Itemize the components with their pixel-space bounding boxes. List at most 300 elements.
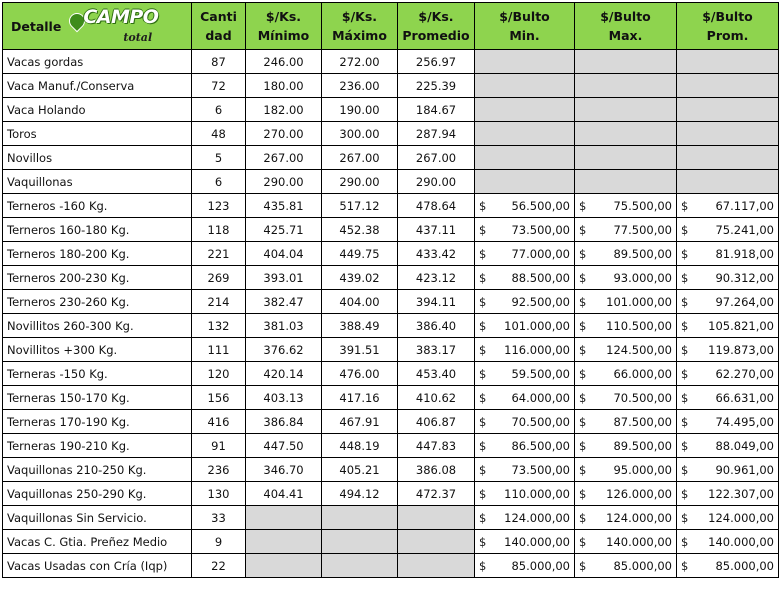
amount: 62.270,00 [715, 366, 774, 381]
table-row [3, 74, 779, 98]
cell-detalle: Vaquillonas [3, 170, 192, 194]
cell-prom-kg: 290.00 [398, 170, 475, 194]
cell-min-kg: 246.00 [246, 50, 322, 74]
cell-max-bulto [575, 266, 677, 290]
cell-cantidad: 111 [192, 338, 246, 362]
currency-symbol: $ [579, 294, 587, 309]
cell-max-bulto [575, 314, 677, 338]
cell-cantidad: 48 [192, 122, 246, 146]
currency-symbol: $ [681, 198, 689, 213]
amount: 90.312,00 [715, 270, 774, 285]
cell-empty [246, 506, 322, 530]
currency-symbol: $ [681, 558, 689, 573]
cell-detalle: Terneros 200-230 Kg. [3, 266, 192, 290]
cell-detalle: Novillitos +300 Kg. [3, 338, 192, 362]
cell-prom-bulto [677, 458, 779, 482]
cell-detalle: Terneras 150-170 Kg. [3, 386, 192, 410]
amount: 89.500,00 [613, 246, 672, 261]
cell-min-bulto [475, 242, 575, 266]
cell-min-bulto [475, 362, 575, 386]
currency-symbol: $ [681, 270, 689, 285]
amount: 110.500,00 [606, 318, 672, 333]
cell-prom-kg: 447.83 [398, 434, 475, 458]
cell-max-bulto [575, 386, 677, 410]
cell-detalle: Vaquillonas Sin Servicio. [3, 506, 192, 530]
cell-min-kg: 386.84 [246, 410, 322, 434]
cell-prom-kg: 472.37 [398, 482, 475, 506]
cell-min-kg: 180.00 [246, 74, 322, 98]
amount: 74.495,00 [715, 414, 774, 429]
cell-prom-bulto [677, 506, 779, 530]
currency-symbol: $ [681, 414, 689, 429]
amount: 73.500,00 [511, 222, 570, 237]
cell-empty [246, 554, 322, 578]
header-min-kg: $/Ks. Mínimo [246, 3, 322, 50]
cell-detalle: Vacas gordas [3, 50, 192, 74]
amount: 95.000,00 [613, 462, 672, 477]
cell-empty [322, 554, 398, 578]
header-detalle [3, 3, 192, 50]
amount: 88.500,00 [511, 270, 570, 285]
cell-min-kg: 290.00 [246, 170, 322, 194]
cell-prom-kg: 406.87 [398, 410, 475, 434]
amount: 85.000,00 [613, 558, 672, 573]
currency-symbol: $ [479, 294, 487, 309]
cell-prom-bulto [677, 434, 779, 458]
currency-symbol: $ [579, 366, 587, 381]
currency-symbol: $ [579, 318, 587, 333]
cell-prom-bulto [677, 218, 779, 242]
amount: 77.500,00 [613, 222, 672, 237]
cell-prom-bulto [677, 194, 779, 218]
cell-prom-kg: 410.62 [398, 386, 475, 410]
cell-prom-bulto [677, 338, 779, 362]
cell-cantidad: 269 [192, 266, 246, 290]
currency-symbol: $ [681, 438, 689, 453]
cell-min-bulto [475, 458, 575, 482]
table-row [3, 530, 779, 554]
cell-min-bulto [475, 338, 575, 362]
cell-detalle: Vaca Holando [3, 98, 192, 122]
currency-symbol: $ [479, 222, 487, 237]
cell-prom-bulto [677, 410, 779, 434]
table-row [3, 50, 779, 74]
table-row [3, 362, 779, 386]
cell-prom-bulto [677, 242, 779, 266]
amount: 90.961,00 [715, 462, 774, 477]
cell-min-kg: 420.14 [246, 362, 322, 386]
currency-symbol: $ [479, 510, 487, 525]
currency-symbol: $ [579, 438, 587, 453]
cell-cantidad: 22 [192, 554, 246, 578]
cell-min-bulto [475, 530, 575, 554]
currency-symbol: $ [681, 462, 689, 477]
cell-detalle: Novillitos 260-300 Kg. [3, 314, 192, 338]
cell-prom-kg: 184.67 [398, 98, 475, 122]
cell-max-kg: 452.38 [322, 218, 398, 242]
amount: 101.000,00 [606, 294, 672, 309]
amount: 88.049,00 [715, 438, 774, 453]
cell-max-kg: 404.00 [322, 290, 398, 314]
cell-min-kg: 403.13 [246, 386, 322, 410]
amount: 119.873,00 [708, 342, 774, 357]
cell-empty [475, 50, 575, 74]
amount: 140.000,00 [708, 534, 774, 549]
header-prom-bulto: $/Bulto Prom. [677, 3, 779, 50]
amount: 77.000,00 [511, 246, 570, 261]
cell-cantidad: 6 [192, 98, 246, 122]
cell-detalle: Vacas C. Gtia. Preñez Medio [3, 530, 192, 554]
currency-symbol: $ [579, 462, 587, 477]
cell-max-kg: 300.00 [322, 122, 398, 146]
cell-max-bulto [575, 290, 677, 314]
currency-symbol: $ [681, 222, 689, 237]
cell-prom-kg: 386.40 [398, 314, 475, 338]
cell-max-bulto [575, 194, 677, 218]
cell-prom-kg: 383.17 [398, 338, 475, 362]
cell-empty [322, 530, 398, 554]
amount: 85.000,00 [511, 558, 570, 573]
cell-cantidad: 236 [192, 458, 246, 482]
cell-cantidad: 132 [192, 314, 246, 338]
table-row [3, 458, 779, 482]
currency-symbol: $ [479, 486, 487, 501]
table-row [3, 314, 779, 338]
cell-min-bulto [475, 290, 575, 314]
cell-min-kg: 376.62 [246, 338, 322, 362]
currency-symbol: $ [479, 534, 487, 549]
header-min-bulto: $/Bulto Min. [475, 3, 575, 50]
currency-symbol: $ [479, 366, 487, 381]
cell-min-bulto [475, 410, 575, 434]
currency-symbol: $ [579, 198, 587, 213]
currency-symbol: $ [681, 366, 689, 381]
cell-max-kg: 391.51 [322, 338, 398, 362]
currency-symbol: $ [579, 222, 587, 237]
cell-max-bulto [575, 362, 677, 386]
cell-detalle: Terneros 230-260 Kg. [3, 290, 192, 314]
table-row [3, 290, 779, 314]
cell-max-bulto [575, 530, 677, 554]
amount: 66.000,00 [613, 366, 672, 381]
table-row [3, 170, 779, 194]
cell-detalle: Terneros 180-200 Kg. [3, 242, 192, 266]
currency-symbol: $ [579, 246, 587, 261]
cell-empty [475, 122, 575, 146]
cell-min-bulto [475, 194, 575, 218]
cell-empty [575, 50, 677, 74]
cell-empty [246, 530, 322, 554]
cell-detalle: Toros [3, 122, 192, 146]
cell-max-kg: 439.02 [322, 266, 398, 290]
amount: 70.500,00 [613, 390, 672, 405]
cell-min-kg: 346.70 [246, 458, 322, 482]
currency-symbol: $ [579, 558, 587, 573]
cell-empty [475, 98, 575, 122]
amount: 110.000,00 [504, 486, 570, 501]
cell-min-kg: 267.00 [246, 146, 322, 170]
cell-prom-bulto [677, 290, 779, 314]
currency-symbol: $ [681, 342, 689, 357]
amount: 105.821,00 [708, 318, 774, 333]
cell-cantidad: 87 [192, 50, 246, 74]
cell-prom-bulto [677, 482, 779, 506]
currency-symbol: $ [579, 534, 587, 549]
cell-max-kg: 448.19 [322, 434, 398, 458]
table-row [3, 410, 779, 434]
table-row [3, 506, 779, 530]
currency-symbol: $ [479, 246, 487, 261]
amount: 140.000,00 [504, 534, 570, 549]
cell-cantidad: 214 [192, 290, 246, 314]
amount: 124.000,00 [504, 510, 570, 525]
amount: 66.631,00 [715, 390, 774, 405]
cell-prom-kg: 225.39 [398, 74, 475, 98]
table-row [3, 386, 779, 410]
table-row [3, 122, 779, 146]
cell-max-kg: 517.12 [322, 194, 398, 218]
cell-prom-kg: 287.94 [398, 122, 475, 146]
cell-empty [398, 506, 475, 530]
cell-min-kg: 182.00 [246, 98, 322, 122]
amount: 70.500,00 [511, 414, 570, 429]
amount: 124.000,00 [606, 510, 672, 525]
cell-max-bulto [575, 218, 677, 242]
cell-max-kg: 388.49 [322, 314, 398, 338]
amount: 59.500,00 [511, 366, 570, 381]
cell-empty [575, 146, 677, 170]
amount: 93.000,00 [613, 270, 672, 285]
cell-cantidad: 6 [192, 170, 246, 194]
cell-cantidad: 72 [192, 74, 246, 98]
cell-prom-kg: 267.00 [398, 146, 475, 170]
cell-min-kg: 393.01 [246, 266, 322, 290]
cell-prom-kg: 437.11 [398, 218, 475, 242]
currency-symbol: $ [579, 390, 587, 405]
cell-max-kg: 272.00 [322, 50, 398, 74]
cell-max-bulto [575, 338, 677, 362]
table-row [3, 434, 779, 458]
table-row [3, 146, 779, 170]
currency-symbol: $ [479, 198, 487, 213]
cell-detalle: Vaquillonas 250-290 Kg. [3, 482, 192, 506]
amount: 97.264,00 [715, 294, 774, 309]
cell-cantidad: 123 [192, 194, 246, 218]
amount: 124.500,00 [606, 342, 672, 357]
cell-cantidad: 9 [192, 530, 246, 554]
cell-prom-bulto [677, 530, 779, 554]
cell-prom-kg: 256.97 [398, 50, 475, 74]
cattle-price-table [2, 2, 779, 578]
cell-detalle: Terneras 170-190 Kg. [3, 410, 192, 434]
cell-cantidad: 91 [192, 434, 246, 458]
cell-max-bulto [575, 506, 677, 530]
logo-word: CAMPO [83, 6, 159, 28]
cell-min-bulto [475, 386, 575, 410]
cell-prom-kg: 453.40 [398, 362, 475, 386]
header-max-bulto: $/Bulto Max. [575, 3, 677, 50]
cell-detalle: Terneros -160 Kg. [3, 194, 192, 218]
cell-min-kg: 447.50 [246, 434, 322, 458]
amount: 101.000,00 [504, 318, 570, 333]
currency-symbol: $ [681, 534, 689, 549]
amount: 56.500,00 [511, 198, 570, 213]
cell-cantidad: 416 [192, 410, 246, 434]
cell-min-kg: 425.71 [246, 218, 322, 242]
table-row [3, 338, 779, 362]
cell-empty [475, 170, 575, 194]
currency-symbol: $ [479, 318, 487, 333]
table-row [3, 242, 779, 266]
header-cantidad: Canti dad [192, 3, 246, 50]
cell-max-kg: 405.21 [322, 458, 398, 482]
cell-empty [575, 170, 677, 194]
cell-empty [677, 122, 779, 146]
cell-min-bulto [475, 218, 575, 242]
cell-min-bulto [475, 266, 575, 290]
cell-empty [398, 530, 475, 554]
cell-prom-kg: 386.08 [398, 458, 475, 482]
currency-symbol: $ [479, 342, 487, 357]
cell-max-bulto [575, 482, 677, 506]
cell-prom-kg: 394.11 [398, 290, 475, 314]
amount: 122.307,00 [708, 486, 774, 501]
cell-prom-kg: 433.42 [398, 242, 475, 266]
cell-max-kg: 236.00 [322, 74, 398, 98]
header-max-kg: $/Ks. Máximo [322, 3, 398, 50]
cell-max-bulto [575, 410, 677, 434]
cell-prom-bulto [677, 386, 779, 410]
cell-max-kg: 417.16 [322, 386, 398, 410]
header-detalle-label: Detalle [11, 18, 62, 34]
cell-min-kg: 404.04 [246, 242, 322, 266]
amount: 87.500,00 [613, 414, 672, 429]
cell-detalle: Vaquillonas 210-250 Kg. [3, 458, 192, 482]
currency-symbol: $ [579, 486, 587, 501]
cell-max-bulto [575, 434, 677, 458]
cell-max-bulto [575, 458, 677, 482]
cell-detalle: Novillos [3, 146, 192, 170]
amount: 86.500,00 [511, 438, 570, 453]
cell-prom-bulto [677, 362, 779, 386]
currency-symbol: $ [479, 462, 487, 477]
amount: 75.500,00 [613, 198, 672, 213]
cell-max-bulto [575, 242, 677, 266]
cell-cantidad: 130 [192, 482, 246, 506]
currency-symbol: $ [681, 318, 689, 333]
cell-max-kg: 449.75 [322, 242, 398, 266]
currency-symbol: $ [681, 486, 689, 501]
table-row [3, 482, 779, 506]
cell-cantidad: 118 [192, 218, 246, 242]
cell-cantidad: 221 [192, 242, 246, 266]
cell-empty [475, 74, 575, 98]
cell-min-kg: 435.81 [246, 194, 322, 218]
cell-cantidad: 120 [192, 362, 246, 386]
currency-symbol: $ [579, 342, 587, 357]
currency-symbol: $ [479, 438, 487, 453]
cell-detalle: Vacas Usadas con Cría (Iqp) [3, 554, 192, 578]
table-row [3, 266, 779, 290]
cell-min-bulto [475, 314, 575, 338]
cell-prom-kg: 423.12 [398, 266, 475, 290]
cell-prom-kg: 478.64 [398, 194, 475, 218]
cell-detalle: Vaca Manuf./Conserva [3, 74, 192, 98]
currency-symbol: $ [479, 558, 487, 573]
header-prom-kg: $/Ks. Promedio [398, 3, 475, 50]
cell-max-kg: 467.91 [322, 410, 398, 434]
currency-symbol: $ [681, 294, 689, 309]
amount: 64.000,00 [511, 390, 570, 405]
cell-min-kg: 404.41 [246, 482, 322, 506]
currency-symbol: $ [479, 270, 487, 285]
cell-max-kg: 267.00 [322, 146, 398, 170]
amount: 92.500,00 [511, 294, 570, 309]
amount: 116.000,00 [504, 342, 570, 357]
cell-max-kg: 494.12 [322, 482, 398, 506]
currency-symbol: $ [579, 510, 587, 525]
amount: 89.500,00 [613, 438, 672, 453]
amount: 85.000,00 [715, 558, 774, 573]
cell-cantidad: 156 [192, 386, 246, 410]
cell-detalle: Terneras -150 Kg. [3, 362, 192, 386]
cell-min-bulto [475, 506, 575, 530]
cell-empty [475, 146, 575, 170]
cell-min-kg: 270.00 [246, 122, 322, 146]
cell-empty [575, 74, 677, 98]
cell-prom-bulto [677, 314, 779, 338]
amount: 75.241,00 [715, 222, 774, 237]
logo-sub: total [123, 31, 153, 44]
cell-max-kg: 290.00 [322, 170, 398, 194]
cell-empty [322, 506, 398, 530]
cell-empty [677, 74, 779, 98]
cell-empty [677, 170, 779, 194]
cell-min-kg: 381.03 [246, 314, 322, 338]
amount: 124.000,00 [708, 510, 774, 525]
header-row [3, 3, 779, 50]
table-body [3, 50, 779, 578]
cell-empty [398, 554, 475, 578]
cell-min-bulto [475, 434, 575, 458]
cell-prom-bulto [677, 554, 779, 578]
table-row [3, 218, 779, 242]
cell-max-kg: 190.00 [322, 98, 398, 122]
cell-prom-bulto [677, 266, 779, 290]
cell-empty [677, 146, 779, 170]
cell-detalle: Terneras 190-210 Kg. [3, 434, 192, 458]
amount: 140.000,00 [606, 534, 672, 549]
cell-min-bulto [475, 482, 575, 506]
cell-max-bulto [575, 554, 677, 578]
table-row [3, 194, 779, 218]
table-row [3, 554, 779, 578]
table-row [3, 98, 779, 122]
cell-empty [677, 50, 779, 74]
amount: 126.000,00 [606, 486, 672, 501]
cell-empty [575, 122, 677, 146]
currency-symbol: $ [681, 510, 689, 525]
campo-total-logo [69, 8, 159, 44]
cell-detalle: Terneros 160-180 Kg. [3, 218, 192, 242]
currency-symbol: $ [681, 390, 689, 405]
currency-symbol: $ [579, 414, 587, 429]
currency-symbol: $ [681, 246, 689, 261]
amount: 73.500,00 [511, 462, 570, 477]
cell-min-kg: 382.47 [246, 290, 322, 314]
currency-symbol: $ [479, 414, 487, 429]
cell-empty [677, 98, 779, 122]
